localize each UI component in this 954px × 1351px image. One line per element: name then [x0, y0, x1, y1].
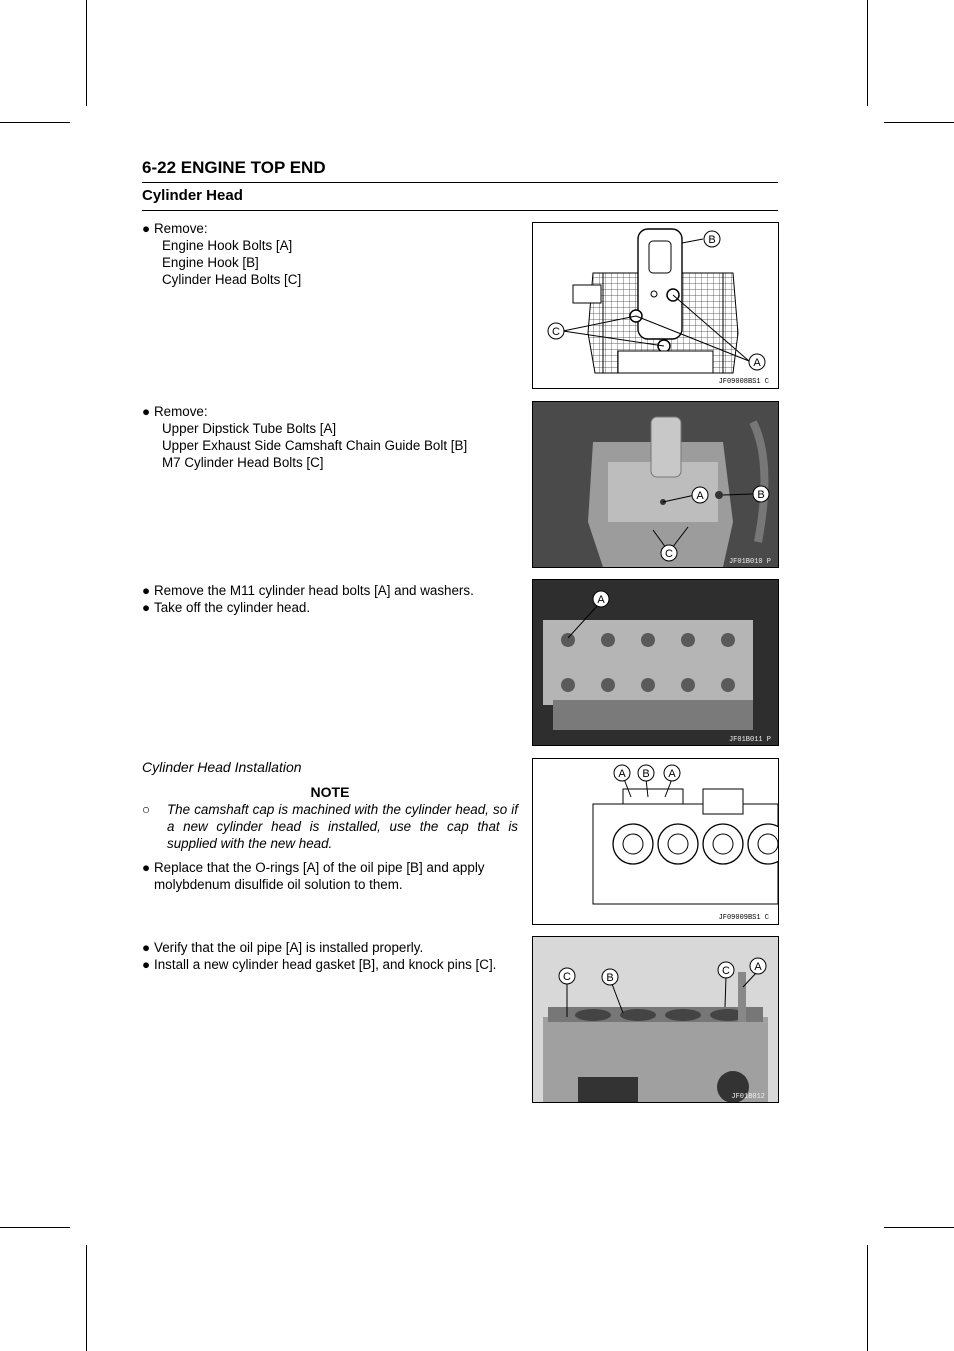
list-item: Upper Exhaust Side Camshaft Chain Guide Bolt [B] — [162, 438, 468, 453]
list-item: M7 Cylinder Head Bolts [C] — [162, 455, 324, 470]
crop-mark — [86, 1245, 87, 1351]
list-item: Engine Hook [B] — [162, 255, 259, 270]
callout-label: B — [708, 234, 716, 246]
figure-head-gasket — [532, 936, 779, 1103]
step-4 — [142, 759, 518, 893]
figure-code: JF01B012 — [731, 1093, 765, 1101]
figure-dipstick-tube — [532, 401, 779, 568]
crop-mark — [884, 122, 954, 123]
step-3 — [142, 582, 518, 616]
callout-label: A — [618, 768, 626, 780]
callout-label: C — [552, 326, 560, 338]
callout-label: C — [722, 965, 730, 977]
list-item: Engine Hook Bolts [A] — [162, 238, 293, 253]
page-header — [142, 158, 778, 211]
bullet-item: ● Verify that the oil pipe [A] is installed properly. — [142, 940, 424, 955]
callout-label: A — [753, 357, 761, 369]
bullet-item: ● Remove the M11 cylinder head bolts [A] and washers. — [142, 583, 474, 598]
note-title: NOTE — [310, 784, 350, 800]
callout-label: A — [696, 490, 704, 502]
list-item: Cylinder Head Bolts [C] — [162, 272, 302, 287]
step-1 — [142, 220, 518, 288]
subheading: Cylinder Head Installation — [142, 759, 302, 775]
callout-label: C — [665, 548, 673, 560]
figure-m11-bolts — [532, 579, 779, 746]
bullet-item: ● Take off the cylinder head. — [142, 600, 311, 615]
figure-code: JF01B010 P — [728, 558, 771, 566]
crop-mark — [867, 0, 868, 106]
bullet-item: ● Remove: — [142, 404, 208, 419]
bullet-item: ● Install a new cylinder head gasket [B], and knock pins [C]. — [142, 957, 497, 972]
step-5 — [142, 939, 518, 973]
section-title: Cylinder Head — [142, 186, 778, 211]
bullet-item: ● Replace that the O-rings [A] of the oil pipe [B] and apply molybdenum disulfide oil solution to them. — [142, 860, 485, 892]
figure-oil-pipe-orings — [532, 758, 779, 925]
crop-mark — [0, 122, 70, 123]
figure-code: JF01B011 P — [728, 736, 771, 744]
callout-label: A — [668, 768, 676, 780]
bullet-icon: ● — [142, 940, 151, 955]
bullet-icon: ● — [142, 957, 151, 972]
callout-label: B — [642, 768, 650, 780]
bullet-icon: ● — [142, 600, 151, 615]
note-item: ○ The camshaft cap is machined with the cylinder head, so if a new cylinder head is installed, use the cap that is supplied with the new head. — [142, 802, 518, 851]
step-2 — [142, 403, 518, 471]
crop-mark — [86, 0, 87, 106]
callout-label: A — [597, 594, 605, 606]
bullet-icon: ● — [142, 583, 151, 598]
bullet-icon: ● — [142, 221, 151, 236]
crop-mark — [867, 1245, 868, 1351]
bullet-icon: ● — [142, 860, 151, 875]
page-title: 6-22 ENGINE TOP END — [142, 158, 778, 183]
figure-code: JF09009BS1 C — [718, 914, 769, 922]
figure-engine-hook — [532, 222, 779, 389]
crop-mark — [884, 1227, 954, 1228]
figure-code: JF09008BS1 C — [718, 378, 769, 386]
bullet-item: ● Remove: — [142, 221, 208, 236]
list-item: Upper Dipstick Tube Bolts [A] — [162, 421, 337, 436]
bullet-icon: ● — [142, 404, 151, 419]
note-bullet-icon: ○ — [142, 802, 151, 817]
crop-mark — [0, 1227, 70, 1228]
callout-label: B — [757, 489, 765, 501]
callout-label: B — [606, 972, 614, 984]
callout-label: A — [754, 961, 762, 973]
callout-label: C — [563, 971, 571, 983]
